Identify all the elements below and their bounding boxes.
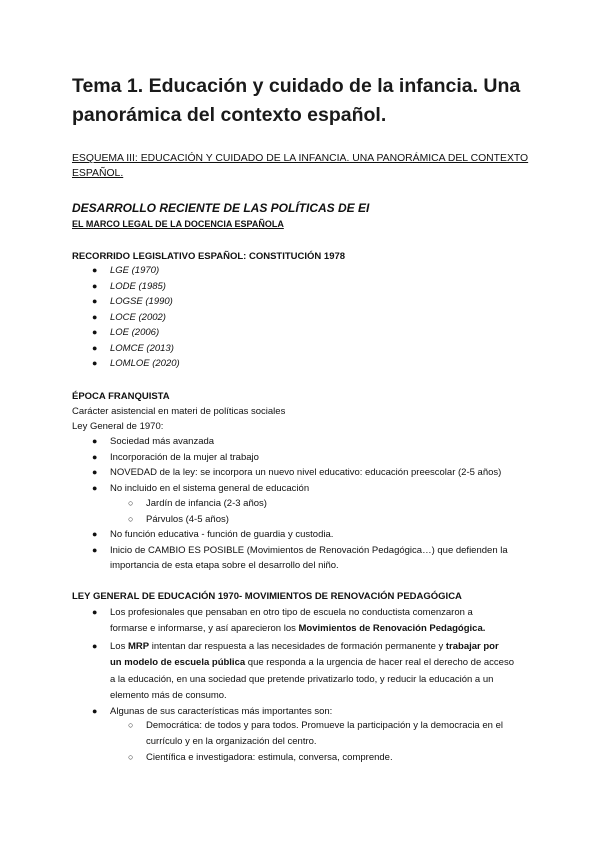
bullet-icon: ● [92, 358, 98, 368]
bullet-icon: ● [92, 452, 98, 462]
sub-list-item-continued: currículo y en la organización del centro. [146, 736, 317, 747]
bullet-icon: ● [92, 529, 98, 539]
sub-list-item: Jardín de infancia (2-3 años) [146, 498, 267, 509]
list-item: LOGSE (1990) [110, 296, 173, 307]
list-item-continued: a la educación, en una sociedad que pretende privatizarlo todo, y reducir la educación a un [110, 674, 494, 685]
list-item: Algunas de sus características más importantes son: [110, 706, 333, 717]
bullet-icon: ● [92, 265, 98, 275]
franquista-heading: ÉPOCA FRANQUISTA [72, 391, 170, 402]
section-heading: DESARROLLO RECIENTE DE LAS POLÍTICAS DE EI [72, 201, 370, 215]
bullet-icon: ● [92, 483, 98, 493]
list-item: Los profesionales que pensaban en otro tipo de escuela no conductista comenzaron a [110, 607, 473, 618]
bullet-icon: ● [92, 343, 98, 353]
text-run-bold: trabajar por [445, 641, 499, 652]
text-run-bold: Movimientos de Renovación Pedagógica. [298, 623, 486, 634]
sub-bullet-icon: ○ [128, 498, 134, 508]
list-item [110, 640, 499, 653]
list-item: LOMLOE (2020) [110, 358, 180, 369]
franquista-line-2: Ley General de 1970: [72, 421, 164, 432]
ley1970-heading: LEY GENERAL DE EDUCACIÓN 1970- MOVIMIENTOS DE RENOVACIÓN PEDAGÓGICA [72, 591, 462, 602]
list-item-continued [110, 622, 485, 635]
bullet-icon: ● [92, 327, 98, 337]
list-item: LOE (2006) [110, 327, 160, 338]
schema-heading: ESQUEMA III: EDUCACIÓN Y CUIDADO DE LA INFANCIA. UNA PANORÁMICA DEL CONTEXTO ESPAÑOL. [72, 153, 529, 179]
text-run: formarse e informarse, y así aparecieron los [110, 623, 299, 634]
sub-list-item: Democrática: de todos y para todos. Promueve la participación y la democracia en el [146, 720, 503, 731]
text-run: intentan dar respuesta a las necesidades de formación permanente y [149, 641, 446, 652]
bullet-icon: ● [92, 641, 98, 651]
bullet-icon: ● [92, 436, 98, 446]
list-item: Sociedad más avanzada [110, 436, 215, 447]
sub-bullet-icon: ○ [128, 514, 134, 524]
list-item: LOCE (2002) [110, 312, 166, 323]
recorrido-heading: RECORRIDO LEGISLATIVO ESPAÑOL: CONSTITUCIÓN 1978 [72, 251, 346, 262]
section-subheading: EL MARCO LEGAL DE LA DOCENCIA ESPAÑOLA [72, 219, 284, 229]
list-item-continued [110, 656, 514, 669]
sub-bullet-icon: ○ [128, 752, 134, 762]
bullet-icon: ● [92, 607, 98, 617]
bullet-icon: ● [92, 545, 98, 555]
sub-list-item: Párvulos (4-5 años) [146, 514, 229, 525]
list-item: LOMCE (2013) [110, 343, 174, 354]
list-item: Inicio de CAMBIO ES POSIBLE (Movimientos de Renovación Pedagógica…) que defienden la [110, 545, 508, 556]
list-item: LODE (1985) [110, 281, 166, 292]
list-item: No función educativa - función de guardia y custodia. [110, 529, 334, 540]
bullet-icon: ● [92, 312, 98, 322]
text-run-bold: MRP [127, 641, 150, 652]
franquista-line-1: Carácter asistencial en materi de políticas sociales [72, 406, 286, 417]
list-item: NOVEDAD de la ley: se incorpora un nuevo nivel educativo: educación preescolar (2-5 años) [110, 467, 502, 478]
page-title: Tema 1. Educación y cuidado de la infancia. Una panorámica del contexto español. [72, 75, 521, 126]
list-item-continued: importancia de esta etapa sobre el desarrollo del niño. [110, 560, 339, 571]
list-item: LGE (1970) [110, 265, 160, 276]
text-run: Los [110, 641, 128, 652]
list-item-continued: elemento más de consumo. [110, 690, 227, 701]
list-item: No incluido en el sistema general de educación [110, 483, 310, 494]
bullet-icon: ● [92, 281, 98, 291]
bullet-icon: ● [92, 467, 98, 477]
bullet-icon: ● [92, 706, 98, 716]
sub-bullet-icon: ○ [128, 720, 134, 730]
text-run-bold: un modelo de escuela pública [110, 657, 246, 668]
sub-list-item: Científica e investigadora: estimula, conversa, comprende. [146, 752, 393, 763]
bullet-icon: ● [92, 296, 98, 306]
list-item: Incorporación de la mujer al trabajo [110, 452, 259, 463]
text-run: que responda a la urgencia de hacer real el derecho de acceso [245, 657, 514, 668]
